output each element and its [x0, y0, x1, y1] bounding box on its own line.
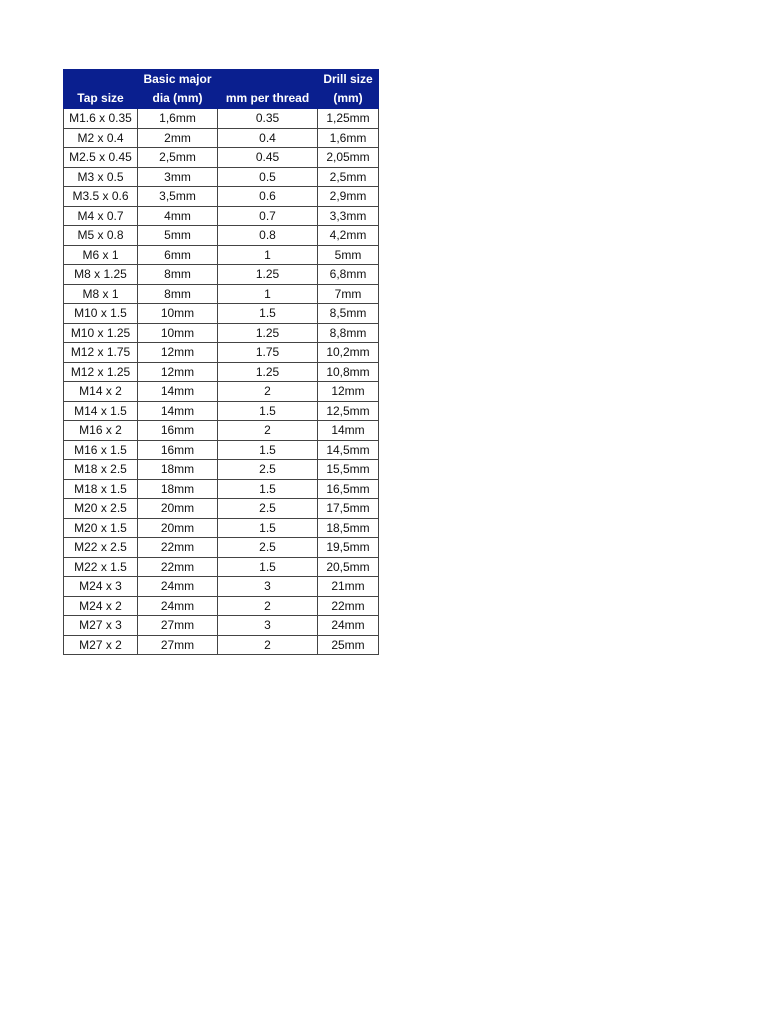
cell-basic-major-dia: 8mm	[138, 265, 218, 285]
cell-tap-size: M16 x 1.5	[64, 440, 138, 460]
cell-drill-size: 14mm	[318, 421, 379, 441]
header-drill-size: Drill size (mm)	[318, 70, 379, 109]
header-basic-major-dia: Basic major dia (mm)	[138, 70, 218, 109]
cell-mm-per-thread: 0.6	[218, 187, 318, 207]
table-row	[64, 148, 379, 168]
cell-mm-per-thread: 0.5	[218, 167, 318, 187]
cell-tap-size: M20 x 1.5	[64, 518, 138, 538]
cell-drill-size: 24mm	[318, 616, 379, 636]
table-row	[64, 362, 379, 382]
cell-tap-size: M6 x 1	[64, 245, 138, 265]
cell-drill-size: 18,5mm	[318, 518, 379, 538]
cell-basic-major-dia: 18mm	[138, 479, 218, 499]
table-row	[64, 557, 379, 577]
table-row	[64, 635, 379, 655]
cell-tap-size: M24 x 2	[64, 596, 138, 616]
cell-tap-size: M2.5 x 0.45	[64, 148, 138, 168]
cell-tap-size: M5 x 0.8	[64, 226, 138, 246]
cell-mm-per-thread: 3	[218, 577, 318, 597]
cell-mm-per-thread: 1.5	[218, 440, 318, 460]
cell-basic-major-dia: 12mm	[138, 343, 218, 363]
cell-tap-size: M8 x 1.25	[64, 265, 138, 285]
cell-drill-size: 19,5mm	[318, 538, 379, 558]
cell-basic-major-dia: 27mm	[138, 616, 218, 636]
cell-drill-size: 12mm	[318, 382, 379, 402]
table-row	[64, 616, 379, 636]
table-row	[64, 323, 379, 343]
table-row	[64, 304, 379, 324]
cell-tap-size: M10 x 1.5	[64, 304, 138, 324]
cell-mm-per-thread: 1.5	[218, 518, 318, 538]
cell-drill-size: 17,5mm	[318, 499, 379, 519]
cell-basic-major-dia: 14mm	[138, 401, 218, 421]
table-row	[64, 265, 379, 285]
cell-basic-major-dia: 20mm	[138, 499, 218, 519]
table-row	[64, 187, 379, 207]
cell-drill-size: 20,5mm	[318, 557, 379, 577]
cell-drill-size: 2,05mm	[318, 148, 379, 168]
cell-drill-size: 5mm	[318, 245, 379, 265]
cell-tap-size: M4 x 0.7	[64, 206, 138, 226]
cell-tap-size: M24 x 3	[64, 577, 138, 597]
table-row	[64, 538, 379, 558]
table-row	[64, 401, 379, 421]
cell-basic-major-dia: 10mm	[138, 323, 218, 343]
cell-basic-major-dia: 4mm	[138, 206, 218, 226]
cell-basic-major-dia: 3,5mm	[138, 187, 218, 207]
table-row	[64, 499, 379, 519]
cell-mm-per-thread: 1.75	[218, 343, 318, 363]
cell-drill-size: 22mm	[318, 596, 379, 616]
cell-drill-size: 10,2mm	[318, 343, 379, 363]
table-body	[64, 109, 379, 655]
cell-mm-per-thread: 1.25	[218, 323, 318, 343]
cell-basic-major-dia: 18mm	[138, 460, 218, 480]
cell-tap-size: M18 x 2.5	[64, 460, 138, 480]
cell-mm-per-thread: 0.7	[218, 206, 318, 226]
cell-drill-size: 16,5mm	[318, 479, 379, 499]
cell-tap-size: M22 x 2.5	[64, 538, 138, 558]
table-row	[64, 382, 379, 402]
cell-tap-size: M20 x 2.5	[64, 499, 138, 519]
table-row	[64, 479, 379, 499]
table-row	[64, 226, 379, 246]
table-header	[64, 70, 379, 109]
cell-tap-size: M27 x 3	[64, 616, 138, 636]
cell-mm-per-thread: 2.5	[218, 538, 318, 558]
cell-mm-per-thread: 2.5	[218, 499, 318, 519]
cell-mm-per-thread: 2	[218, 382, 318, 402]
header-tap-size: Tap size	[64, 70, 138, 109]
cell-drill-size: 8,5mm	[318, 304, 379, 324]
cell-drill-size: 25mm	[318, 635, 379, 655]
table-row	[64, 577, 379, 597]
cell-basic-major-dia: 6mm	[138, 245, 218, 265]
cell-basic-major-dia: 22mm	[138, 538, 218, 558]
cell-drill-size: 14,5mm	[318, 440, 379, 460]
cell-tap-size: M16 x 2	[64, 421, 138, 441]
cell-basic-major-dia: 3mm	[138, 167, 218, 187]
cell-drill-size: 3,3mm	[318, 206, 379, 226]
cell-tap-size: M14 x 1.5	[64, 401, 138, 421]
cell-drill-size: 7mm	[318, 284, 379, 304]
cell-tap-size: M27 x 2	[64, 635, 138, 655]
cell-drill-size: 15,5mm	[318, 460, 379, 480]
cell-drill-size: 4,2mm	[318, 226, 379, 246]
cell-basic-major-dia: 24mm	[138, 596, 218, 616]
cell-basic-major-dia: 24mm	[138, 577, 218, 597]
cell-mm-per-thread: 2	[218, 596, 318, 616]
cell-tap-size: M2 x 0.4	[64, 128, 138, 148]
cell-mm-per-thread: 3	[218, 616, 318, 636]
cell-tap-size: M14 x 2	[64, 382, 138, 402]
table-row	[64, 167, 379, 187]
cell-mm-per-thread: 1	[218, 284, 318, 304]
cell-mm-per-thread: 1.5	[218, 557, 318, 577]
cell-drill-size: 2,5mm	[318, 167, 379, 187]
cell-drill-size: 1,25mm	[318, 109, 379, 129]
cell-tap-size: M3.5 x 0.6	[64, 187, 138, 207]
cell-mm-per-thread: 0.4	[218, 128, 318, 148]
cell-basic-major-dia: 2,5mm	[138, 148, 218, 168]
table-row	[64, 284, 379, 304]
cell-mm-per-thread: 2.5	[218, 460, 318, 480]
cell-drill-size: 21mm	[318, 577, 379, 597]
cell-basic-major-dia: 16mm	[138, 421, 218, 441]
cell-basic-major-dia: 20mm	[138, 518, 218, 538]
cell-basic-major-dia: 16mm	[138, 440, 218, 460]
header-mm-per-thread: mm per thread	[218, 70, 318, 109]
cell-tap-size: M12 x 1.25	[64, 362, 138, 382]
table-row	[64, 421, 379, 441]
tap-drill-table	[63, 69, 379, 655]
cell-mm-per-thread: 1	[218, 245, 318, 265]
cell-tap-size: M1.6 x 0.35	[64, 109, 138, 129]
cell-mm-per-thread: 1.5	[218, 304, 318, 324]
table-row	[64, 596, 379, 616]
cell-mm-per-thread: 1.25	[218, 265, 318, 285]
table-row	[64, 128, 379, 148]
header-row	[64, 70, 379, 109]
cell-tap-size: M8 x 1	[64, 284, 138, 304]
table-row	[64, 109, 379, 129]
cell-mm-per-thread: 0.35	[218, 109, 318, 129]
cell-basic-major-dia: 5mm	[138, 226, 218, 246]
cell-tap-size: M22 x 1.5	[64, 557, 138, 577]
cell-drill-size: 8,8mm	[318, 323, 379, 343]
cell-drill-size: 2,9mm	[318, 187, 379, 207]
cell-basic-major-dia: 27mm	[138, 635, 218, 655]
cell-mm-per-thread: 2	[218, 635, 318, 655]
table-row	[64, 343, 379, 363]
cell-drill-size: 1,6mm	[318, 128, 379, 148]
cell-mm-per-thread: 1.5	[218, 401, 318, 421]
cell-basic-major-dia: 12mm	[138, 362, 218, 382]
table-row	[64, 245, 379, 265]
cell-basic-major-dia: 22mm	[138, 557, 218, 577]
cell-drill-size: 12,5mm	[318, 401, 379, 421]
cell-drill-size: 10,8mm	[318, 362, 379, 382]
cell-drill-size: 6,8mm	[318, 265, 379, 285]
cell-basic-major-dia: 2mm	[138, 128, 218, 148]
cell-tap-size: M12 x 1.75	[64, 343, 138, 363]
cell-tap-size: M3 x 0.5	[64, 167, 138, 187]
cell-mm-per-thread: 1.5	[218, 479, 318, 499]
cell-mm-per-thread: 0.45	[218, 148, 318, 168]
cell-tap-size: M18 x 1.5	[64, 479, 138, 499]
cell-mm-per-thread: 0.8	[218, 226, 318, 246]
cell-basic-major-dia: 10mm	[138, 304, 218, 324]
spreadsheet-page	[63, 69, 379, 655]
table-row	[64, 440, 379, 460]
table-row	[64, 206, 379, 226]
table-row	[64, 518, 379, 538]
table-row	[64, 460, 379, 480]
cell-basic-major-dia: 8mm	[138, 284, 218, 304]
cell-mm-per-thread: 2	[218, 421, 318, 441]
cell-basic-major-dia: 14mm	[138, 382, 218, 402]
cell-mm-per-thread: 1.25	[218, 362, 318, 382]
cell-tap-size: M10 x 1.25	[64, 323, 138, 343]
cell-basic-major-dia: 1,6mm	[138, 109, 218, 129]
